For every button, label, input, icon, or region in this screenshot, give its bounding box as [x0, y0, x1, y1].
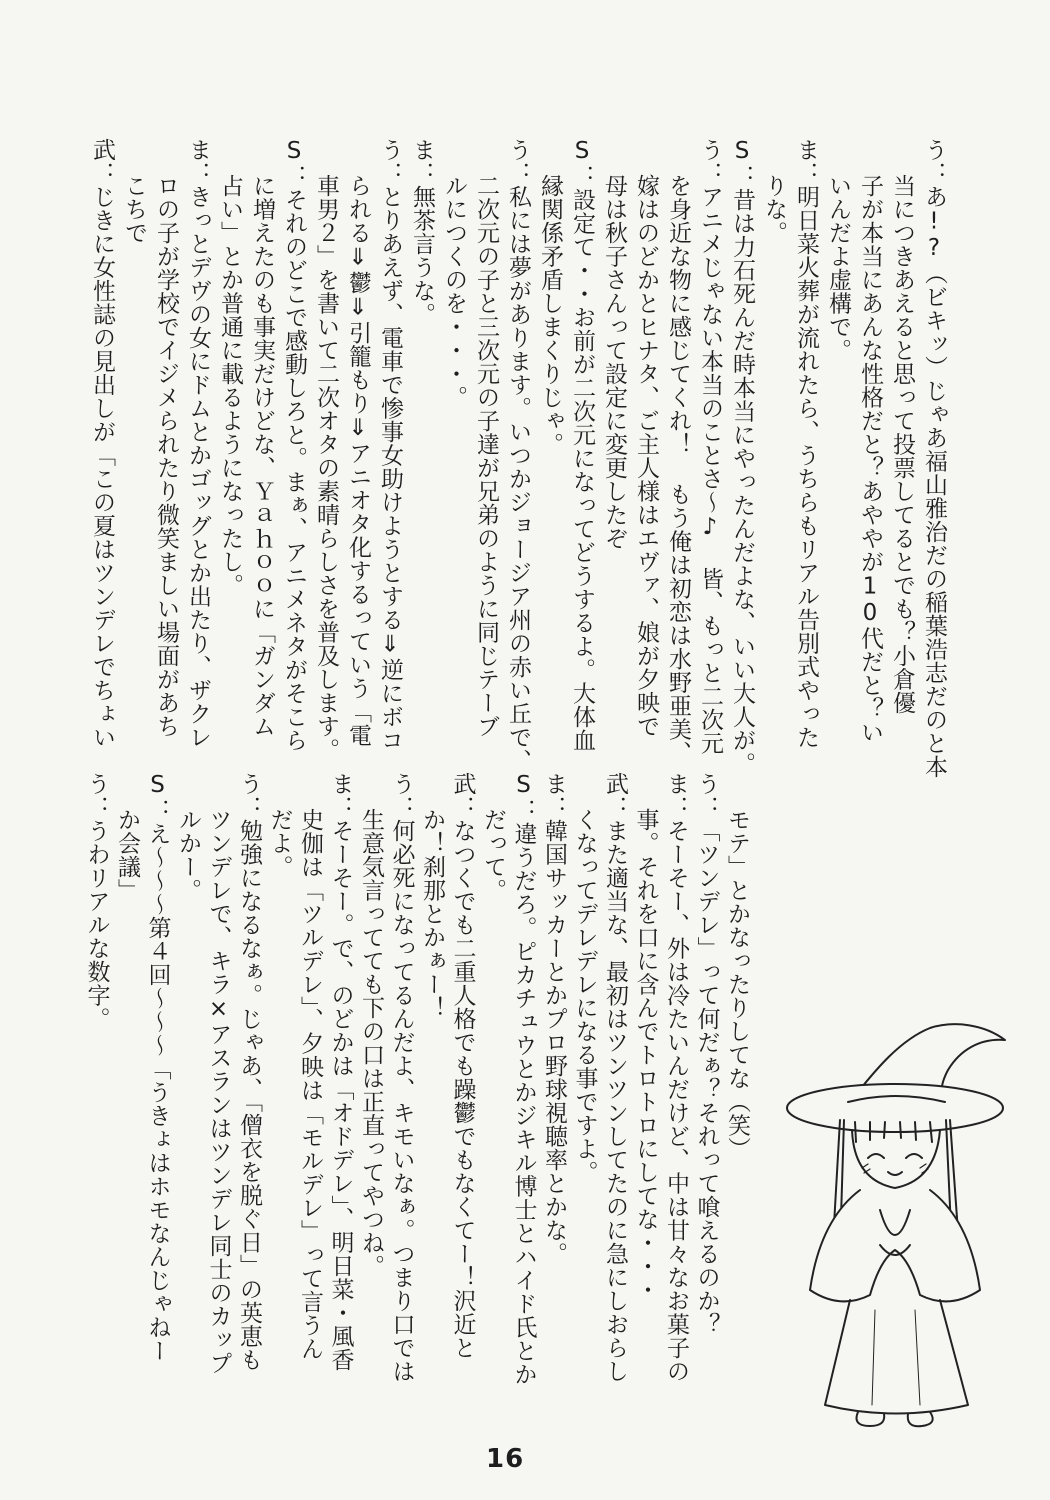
dialogue-continuation: [630, 138, 662, 778]
speaker-label: 武：: [89, 138, 115, 185]
dialogue-text: 明日菜火葬が流れたら、うちらもリアル告別式やった: [793, 185, 819, 749]
dialogue-text: ルにつくのを・・・。: [441, 173, 467, 409]
speaker-label: う：: [921, 138, 947, 185]
dialogue-continuation: [569, 772, 600, 1392]
dialogue-text: に増えたのも事実だけどな、Ｙａｈｏｏに「ガンダム: [249, 173, 275, 738]
speaker-label: う：: [236, 772, 262, 819]
dialogue-text: 設定て・・お前が二次元になってどうするよ。大体血: [569, 188, 595, 752]
dialogue-line: [508, 772, 539, 1392]
dialogue-line: [406, 138, 438, 778]
dialogue-continuation: [417, 772, 448, 1392]
dialogue-line: [182, 138, 214, 778]
dialogue-text: られる⇓鬱⇓引籠もり⇓アニオタ化するっていう「電: [345, 173, 371, 747]
dialogue-line: [447, 772, 478, 1392]
witch-girl-illustration: [780, 1010, 1020, 1440]
dialogue-text: じきに女性誌の見出しが「この夏はツンデレでちょい: [89, 185, 115, 749]
speaker-label: 武：: [449, 772, 476, 819]
dialogue-continuation: [722, 772, 753, 1392]
dialogue-text: りな。: [761, 173, 787, 245]
dialogue-continuation: [295, 772, 326, 1392]
speaker-label: S：: [510, 772, 537, 822]
dialogue-text: 事。それを口に含んでトロトロにしてな・・・: [632, 807, 659, 1302]
dialogue-line: [234, 772, 265, 1392]
dialogue-text: か会議」: [114, 807, 140, 902]
dialogue-line: [81, 772, 112, 1392]
dialogue-line: [790, 138, 822, 778]
speaker-label: ま：: [541, 772, 567, 819]
speaker-label: S：: [569, 138, 595, 188]
dialogue-continuation: [662, 138, 694, 778]
dialogue-continuation: [854, 138, 886, 778]
dialogue-line: [502, 138, 534, 778]
dialogue-line: [278, 138, 310, 778]
dialogue-continuation: [356, 772, 387, 1392]
dialogue-text: 占い」とか普通に載るようになったし。: [217, 173, 243, 597]
dialogue-text: を身近な物に感じてくれ！ もう俺は初恋は水野亜美、: [665, 173, 691, 765]
dialogue-continuation: [264, 772, 295, 1392]
speaker-label: S：: [281, 138, 307, 188]
dialogue-text: 韓国サッカーとかプロ野球視聴率とかな。: [541, 819, 567, 1266]
dialogue-continuation: [478, 772, 509, 1392]
speaker-label: S：: [144, 772, 171, 822]
speaker-label: う：: [83, 772, 110, 819]
dialogue-text: 昔は力石死んだ時本当にやったんだよな、いい大人が。: [729, 188, 755, 776]
dialogue-continuation: [310, 138, 342, 778]
dialogue-line: [374, 138, 406, 778]
page-number: 16: [486, 1444, 525, 1474]
speaker-label: う：: [697, 138, 723, 185]
dialogue-line: [386, 772, 417, 1392]
dialogue-continuation: [150, 138, 182, 778]
dialogue-text: くなってデレデレになる事ですよ。: [571, 807, 598, 1184]
dialogue-line: [918, 138, 950, 778]
dialogue-text: なつくでも二重人格でも躁鬱でもなくてー！沢近と: [449, 819, 476, 1360]
dialogue-text: だよ。: [266, 807, 293, 879]
dialogue-continuation: [173, 772, 204, 1392]
dialogue-text: 史伽は「ツルデレ」、夕映は「モルデレ」って言うん: [297, 807, 323, 1361]
dialogue-line: [86, 138, 118, 778]
dialogue-line: [600, 772, 631, 1392]
dialogue-text: 母は秋子さんって設定に変更したぞ: [601, 173, 627, 550]
speaker-label: ま：: [663, 772, 689, 819]
speaker-label: ま：: [327, 772, 354, 819]
dialogue-text: 「ツンデレ」って何だぁ？それって喰えるのか？: [693, 819, 720, 1336]
dialogue-text: きっとデヴの女にドムとかゴッグとか出たり、ザクレ: [185, 185, 211, 749]
dialogue-continuation: [438, 138, 470, 778]
dialogue-line: [691, 772, 722, 1392]
dialogue-text: 何必死になってるんだよ、キモいなぁ。つまり口では: [388, 819, 415, 1383]
dialogue-continuation: [630, 772, 661, 1392]
dialogue-text: 車男２」を書いて二次オタの素晴らしさを普及します。: [313, 173, 339, 762]
dialogue-line: [566, 138, 598, 778]
dialogue-text: 無茶言うな。: [409, 185, 435, 326]
dialogue-continuation: [342, 138, 374, 778]
dialogue-continuation: [470, 138, 502, 778]
dialogue-text: 当につきあえると思って投票してるとでも？小倉優: [889, 173, 915, 715]
speaker-label: う：: [693, 772, 720, 819]
dialogue-continuation: [886, 138, 918, 778]
dialogue-text: だって。: [480, 807, 506, 902]
dialogue-line: [694, 138, 726, 778]
dialogue-text: そーそー、外は冷たいんだけど、中は甘々なお菓子の: [663, 819, 689, 1383]
speaker-label: ま：: [793, 138, 819, 185]
dialogue-continuation: [214, 138, 246, 778]
dialogue-line: [539, 772, 570, 1392]
speaker-label: S：: [729, 138, 755, 188]
dialogue-continuation: [822, 138, 854, 778]
dialogue-text: 違うだろ。ピカチュウとかジキル博士とハイド氏とか: [510, 822, 537, 1386]
speaker-label: ま：: [409, 138, 435, 185]
dialogue-text: ルかー。: [175, 807, 201, 902]
dialogue-line: [661, 772, 692, 1392]
speaker-label: う：: [377, 138, 403, 185]
dialogue-continuation: [534, 138, 566, 778]
dialogue-continuation: [598, 138, 630, 778]
dialogue-text: アニメじゃない本当のことさ〜♪ 皆、もっと二次元: [697, 185, 723, 755]
dialogue-continuation: [758, 138, 790, 778]
dialogue-text: ツンデレで、キラ×アスランはツンデレ同士のカップ: [205, 807, 232, 1375]
dialogue-text: 嫁はのどかとヒナタ、ご主人様はエヴァ、娘が夕映で: [633, 173, 659, 738]
dialogue-text: また適当な、最初はツンツンしてたのに急にしおらし: [602, 819, 628, 1383]
dialogue-text: いんだよ虚構で。: [825, 173, 851, 362]
dialogue-text: それのどこで感動しろと。まぁ、アニメネタがそこら: [281, 188, 307, 752]
dialogue-text: か！刹那とかぁー！: [419, 807, 445, 1020]
dialogue-text: 二次元の子と三次元の子達が兄弟のように同じテーブ: [473, 173, 499, 738]
dialogue-text: モテ」とかなったりしてな（笑）: [724, 807, 750, 1161]
dialogue-text: 生意気言ってても下の口は正直ってやつね。: [358, 807, 384, 1278]
dialogue-text: ロの子が学校でイジメられたり微笑ましい場面があち: [153, 173, 179, 738]
dialogue-text: 勉強になるなぁ。じゃあ、「僧衣を脱ぐ日」の英恵も: [236, 819, 262, 1372]
dialogue-text: 縁関係矛盾しまくりじゃ。: [537, 173, 563, 456]
dialogue-block-top: [84, 138, 950, 778]
speaker-label: う：: [388, 772, 415, 819]
dialogue-continuation: [246, 138, 278, 778]
dialogue-text: そーそー。で、のどかは「オドデレ」、明日菜・風香: [327, 819, 354, 1372]
dialogue-text: え〜〜〜第４回〜〜〜「うきょはホモなんじゃねー: [144, 822, 171, 1363]
dialogue-line: [325, 772, 356, 1392]
dialogue-block-bottom: [80, 772, 752, 1392]
dialogue-text: こちで: [121, 173, 147, 245]
dialogue-continuation: [118, 138, 150, 778]
dialogue-line: [726, 138, 758, 778]
dialogue-text: 私には夢があります。いつかジョージア州の赤い丘で、: [505, 185, 531, 773]
dialogue-line: [142, 772, 173, 1392]
dialogue-text: うわリアルな数字。: [83, 819, 110, 1031]
speaker-label: 武：: [602, 772, 628, 819]
speaker-label: う：: [505, 138, 531, 185]
dialogue-text: あ!?（ビキッ）じゃあ福山雅治だの稲葉浩志だのと本: [921, 185, 947, 779]
dialogue-continuation: [112, 772, 143, 1392]
speaker-label: ま：: [185, 138, 211, 185]
dialogue-text: 子が本当にあんな性格だと？あややが10代だと？い: [857, 173, 883, 744]
dialogue-continuation: [203, 772, 234, 1392]
dialogue-text: とりあえず、電車で惨事女助けようとする⇓逆にボコ: [377, 185, 403, 752]
